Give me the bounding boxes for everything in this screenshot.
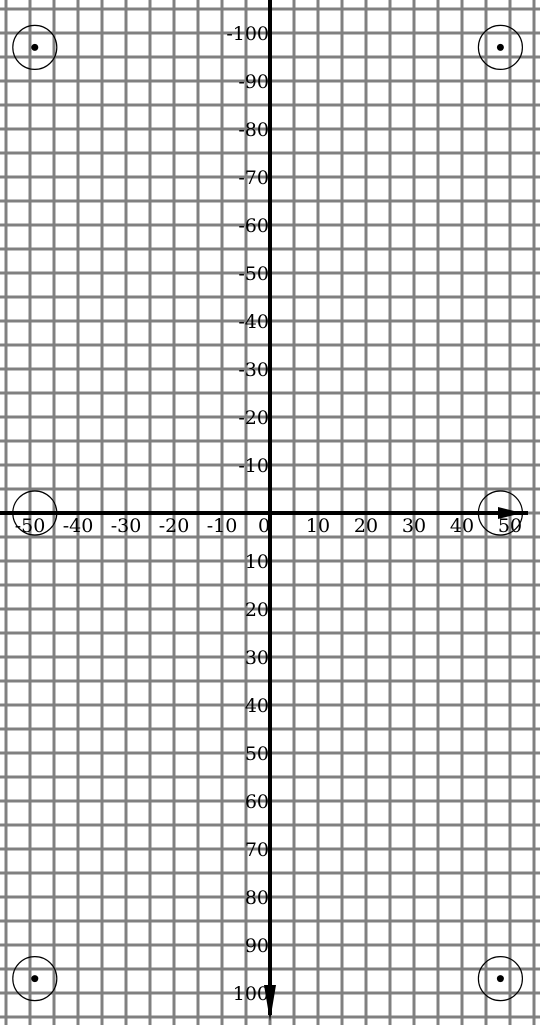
y-tick-label: -90 [238,71,269,93]
y-tick-label: 50 [244,743,269,765]
x-tick-label: -30 [110,515,142,537]
x-tick-label: -10 [206,515,238,537]
y-tick-label: -40 [238,311,269,333]
x-tick-label: 30 [401,515,427,537]
y-tick-label: 20 [244,599,269,621]
y-tick-label: -30 [238,359,269,381]
marker-dot [31,975,38,982]
y-tick-label: -70 [238,167,269,189]
marker-dot [497,44,504,51]
y-tick-label: 90 [244,935,269,957]
y-tick-label: 70 [244,839,269,861]
x-tick-label: 20 [353,515,379,537]
y-tick-label: -20 [238,407,269,429]
y-tick-label: 30 [244,647,269,669]
y-tick-label: 10 [244,551,269,573]
y-tick-label: 100 [232,983,269,1005]
marker-dot [31,44,38,51]
y-tick-label: -60 [238,215,269,237]
y-tick-label: -50 [238,263,269,285]
x-tick-label: 10 [305,515,331,537]
x-tick-label: -40 [62,515,94,537]
y-tick-label: 80 [244,887,269,909]
y-tick-label: -80 [238,119,269,141]
x-tick-label: -20 [158,515,190,537]
x-tick-label: -50 [14,515,46,537]
x-tick-label: 40 [449,515,475,537]
y-tick-label: -10 [238,455,269,477]
marker-dot [497,975,504,982]
y-tick-label: 40 [244,695,269,717]
y-tick-label: 60 [244,791,269,813]
x-tick-label: 50 [497,515,523,537]
y-tick-label: -100 [226,23,269,45]
x-tick-label: 0 [257,515,271,537]
